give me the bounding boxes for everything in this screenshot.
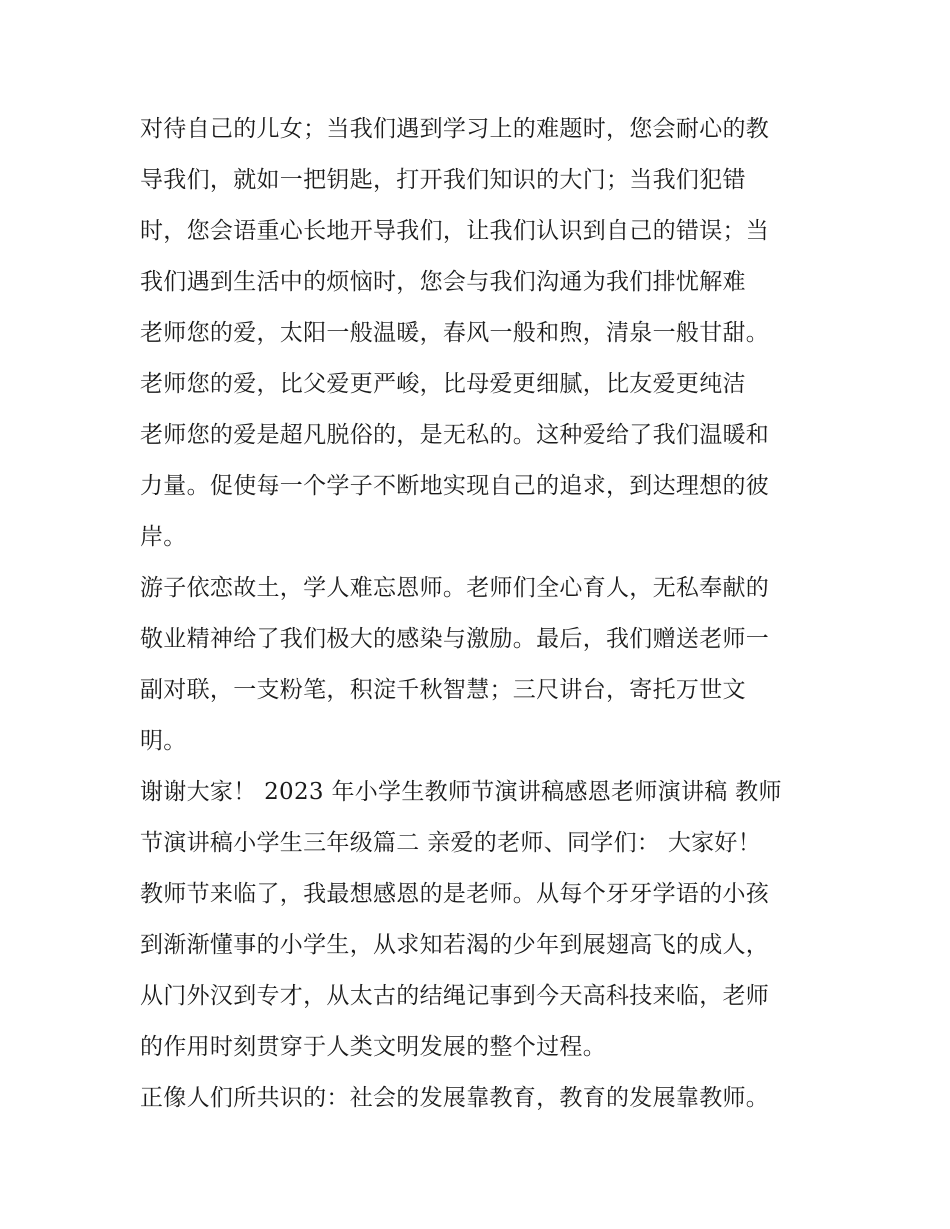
text-line: 导我们，就如一把钥匙，打开我们知识的大门；当我们犯错 [140, 167, 746, 193]
text-line: 到渐渐懂事的小学生，从求知若渴的少年到展翅高飞的成人， [140, 932, 770, 958]
text-line: 从门外汉到专才，从太古的结绳记事到今天高科技来临，老师 [140, 983, 770, 1009]
text-line: 岸。 [140, 524, 187, 550]
body-text [140, 104, 830, 1124]
text-line: 我们遇到生活中的烦恼时，您会与我们沟通为我们排忧解难 [140, 269, 746, 295]
text-line: 正像人们所共识的：社会的发展靠教育，教育的发展靠教师。 [140, 1085, 770, 1111]
text-line: 明。 [140, 728, 187, 754]
text-line: 对待自己的儿女；当我们遇到学习上的难题时，您会耐心的教 [140, 116, 770, 142]
text-line: 游子依恋故土，学人难忘恩师。老师们全心育人，无私奉献的 [140, 575, 770, 601]
text-line: 副对联，一支粉笔，积淀千秋智慧；三尺讲台，寄托万世文 [140, 677, 746, 703]
text-line: 老师您的爱是超凡脱俗的，是无私的。这种爱给了我们温暖和 [140, 422, 770, 448]
text-line: 老师您的爱，太阳一般温暖，春风一般和煦，清泉一般甘甜。 [140, 320, 770, 346]
text-line: 节演讲稿小学生三年级篇二 亲爱的老师、同学们： 大家好！ [140, 830, 762, 856]
text-line: 敬业精神给了我们极大的感染与激励。最后，我们赠送老师一 [140, 626, 770, 652]
text-line: 时，您会语重心长地开导我们，让我们认识到自己的错误；当 [140, 218, 770, 244]
text-line: 老师您的爱，比父爱更严峻，比母爱更细腻，比友爱更纯洁 [140, 371, 746, 397]
text-line: 教师节来临了，我最想感恩的是老师。从每个牙牙学语的小孩 [140, 881, 770, 907]
text-line: 谢谢大家！ 2023 年小学生教师节演讲稿感恩老师演讲稿 教师 [140, 779, 782, 805]
text-line: 的作用时刻贯穿于人类文明发展的整个过程。 [140, 1034, 606, 1060]
text-line: 力量。促使每一个学子不断地实现自己的追求，到达理想的彼 [140, 473, 770, 499]
